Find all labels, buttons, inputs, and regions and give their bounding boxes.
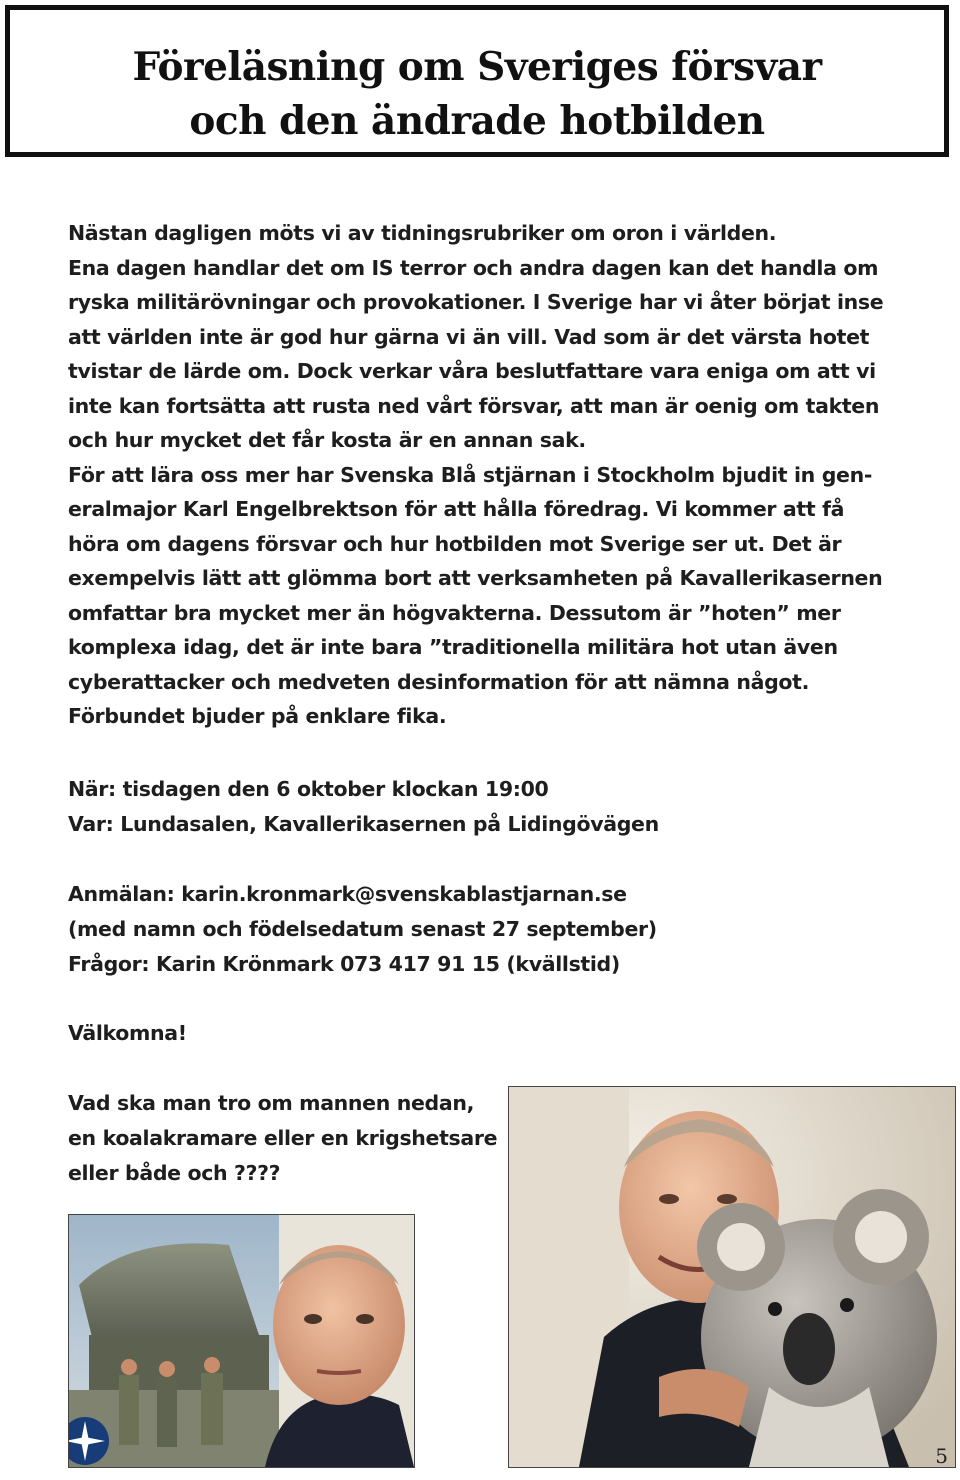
event-when: När: tisdagen den 6 oktober klockan 19:00 — [68, 777, 549, 801]
military-photo — [68, 1214, 415, 1468]
koala-photo-illustration — [509, 1087, 955, 1467]
signup-line: Anmälan: karin.kronmark@svenskablastjarnan.se — [68, 882, 627, 906]
body-line: eralmajor Karl Engelbrektson för att hålla föredrag. Vi kommer att få — [68, 497, 845, 521]
page-number: 5 — [935, 1444, 948, 1468]
body-line: omfattar bra mycket mer än högvakterna. Dessutom är ”hoten” mer — [68, 600, 841, 625]
page-title-line-1: Föreläsning om Sveriges försvar — [132, 44, 822, 90]
question-line: eller både och ???? — [68, 1161, 281, 1185]
koala-photo — [508, 1086, 956, 1468]
body-line: Nästan dagligen möts vi av tidningsrubriker om oron i världen. — [68, 221, 777, 245]
body-line: ryska militärövningar och provokationer. I Sverige har vi åter börjat inse — [68, 290, 884, 314]
title-box — [5, 5, 949, 157]
body-line: och hur mycket det får kosta är en annan sak. — [68, 428, 586, 452]
body-line: höra om dagens försvar och hur hotbilden mot Sverige ser ut. Det är — [68, 531, 842, 556]
body-line: Ena dagen handlar det om IS terror och andra dagen kan det handla om — [68, 255, 879, 280]
body-line: komplexa idag, det är inte bara ”traditionella militära hot utan även — [68, 635, 838, 659]
body-line: inte kan fortsätta att rusta ned vårt försvar, att man är oenig om takten — [68, 393, 880, 418]
page-title-line-2: och den ändrade hotbilden — [189, 98, 765, 144]
body-line: För att lära oss mer har Svenska Blå stjärnan i Stockholm bjudit in gen- — [68, 462, 872, 487]
questions-line: Frågor: Karin Krönmark 073 417 91 15 (kvällstid) — [68, 952, 620, 976]
question-line: Vad ska man tro om mannen nedan, — [68, 1091, 475, 1115]
body-line: tvistar de lärde om. Dock verkar våra beslutfattare vara eniga om att vi — [68, 359, 876, 383]
body-line: att världen inte är god hur gärna vi än vill. Vad som är det värsta hotet — [68, 324, 870, 349]
body-line: Förbundet bjuder på enklare fika. — [68, 704, 447, 728]
military-photo-illustration — [69, 1215, 414, 1467]
welcome-text: Välkomna! — [68, 1021, 187, 1045]
event-where: Var: Lundasalen, Kavallerikasernen på Lidingövägen — [68, 812, 659, 836]
article-body — [68, 216, 898, 734]
body-line: cyberattacker och medveten desinformation för att nämna något. — [68, 669, 810, 694]
signup-note: (med namn och födelsedatum senast 27 september) — [68, 917, 657, 941]
question-line: en koalakramare eller en krigshetsare — [68, 1126, 498, 1150]
body-line: exempelvis lätt att glömma bort att verksamheten på Kavallerikasernen — [68, 566, 883, 590]
